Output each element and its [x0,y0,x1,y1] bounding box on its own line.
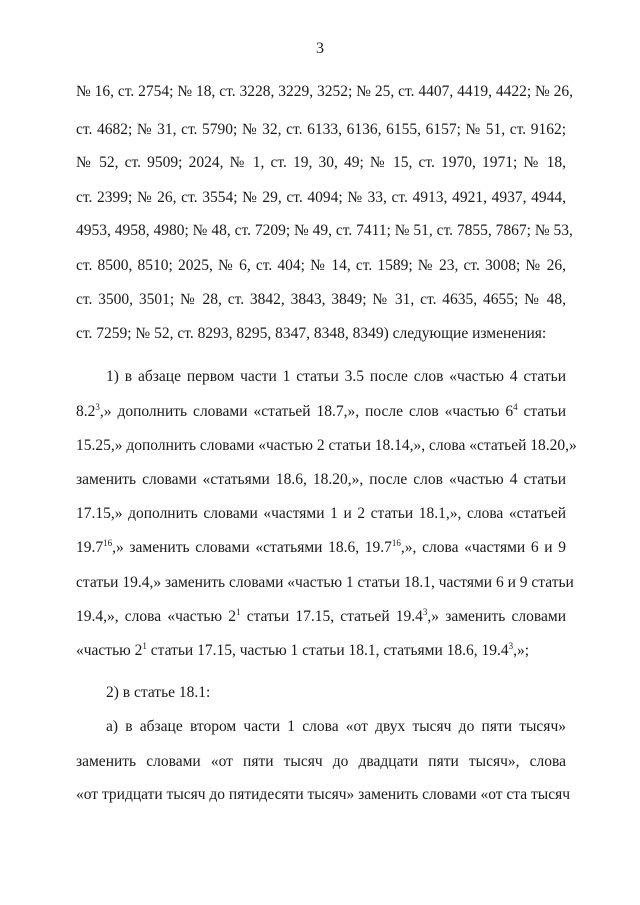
superscript: 16 [103,538,113,548]
text-fragment: статьи 17.15, статьей 19.4 [240,608,423,625]
superscript: 1 [236,607,241,617]
text-fragment: 8.2 [76,403,96,420]
text-line [76,607,566,627]
text-line [76,641,566,661]
text-line: 17.15,» дополнить словами «частями 1 и 2 статьи 18.1,», слова «статьей [76,505,566,522]
text-line: 4953, 4958, 4980; № 48, ст. 7209; № 49, ст. 7411; № 51, ст. 7855, 7867; № 53, [76,222,573,239]
text-line [76,402,566,422]
text-fragment: 19.7 [76,539,104,556]
text-line [76,538,566,558]
superscript: 4 [513,402,518,412]
text-line: № 52, ст. 9509; 2024, № 1, ст. 19, 30, 49; № 15, ст. 1970, 1971; № 18, [76,154,566,171]
text-fragment: ,» дополнить словами «статьей 18.7,», после слов «частью 6 [99,403,514,420]
superscript: 3 [422,607,428,617]
text-line: ст. 8500, 8510; 2025, № 6, ст. 404; № 14, ст. 1589; № 23, ст. 3008; № 26, [76,257,566,274]
text-fragment: «частью 2 [76,642,143,659]
page-number: 3 [316,40,324,57]
text-line: 1) в абзаце первом части 1 статьи 3.5 после слов «частью 4 статьи [106,368,566,385]
text-fragment: 19.4,», слова «частью 2 [76,608,237,625]
text-line: заменить словами «статьями 18.6, 18.20,», после слов «частью 4 статьи [76,471,566,488]
text-fragment: статьи 17.15, частью 1 статьи 18.1, статьями 18.6, 19.4 [146,642,509,659]
text-fragment: ,», слова «частями 6 и 9 [400,539,566,556]
text-fragment: ,» заменить словами [427,608,566,625]
text-fragment: ,» заменить словами «статьями 18.6, 19.7 [112,539,392,556]
text-line: 15.25,» дополнить словами «частью 2 статьи 18.14,», слова «статьей 18.20,» [76,437,577,454]
text-line: № 16, ст. 2754; № 18, ст. 3228, 3229, 3252; № 25, ст. 4407, 4419, 4422; № 26, [76,83,574,100]
text-line: ст. 3500, 3501; № 28, ст. 3842, 3843, 3849; № 31, ст. 4635, 4655; № 48, [76,291,566,308]
text-fragment: статьи [517,403,566,420]
superscript: 3 [508,641,514,651]
text-line: ст. 7259; № 52, ст. 8293, 8295, 8347, 8348, 8349) следующие изменения: [76,325,547,342]
superscript: 1 [142,641,147,651]
text-line: «от тридцати тысяч до пятидесяти тысяч» заменить словами «от ста тысяч [76,786,571,803]
text-fragment: ,»; [513,642,530,659]
text-line: ст. 2399; № 26, ст. 3554; № 29, ст. 4094; № 33, ст. 4913, 4921, 4937, 4944, [76,189,566,206]
text-line: а) в абзаце втором части 1 слова «от двух тысяч до пяти тысяч» [106,718,566,735]
text-line: статьи 19.4,» заменить словами «частью 1 статьи 18.1, частями 6 и 9 статьи [76,574,574,591]
superscript: 3 [95,402,100,412]
text-line: заменить словами «от пяти тысяч до двадцати пяти тысяч», слова [76,753,566,770]
superscript: 16 [391,538,401,548]
text-line: 2) в статье 18.1: [106,684,211,701]
text-line: ст. 4682; № 31, ст. 5790; № 32, ст. 6133, 6136, 6155, 6157; № 51, ст. 9162; [76,121,566,138]
